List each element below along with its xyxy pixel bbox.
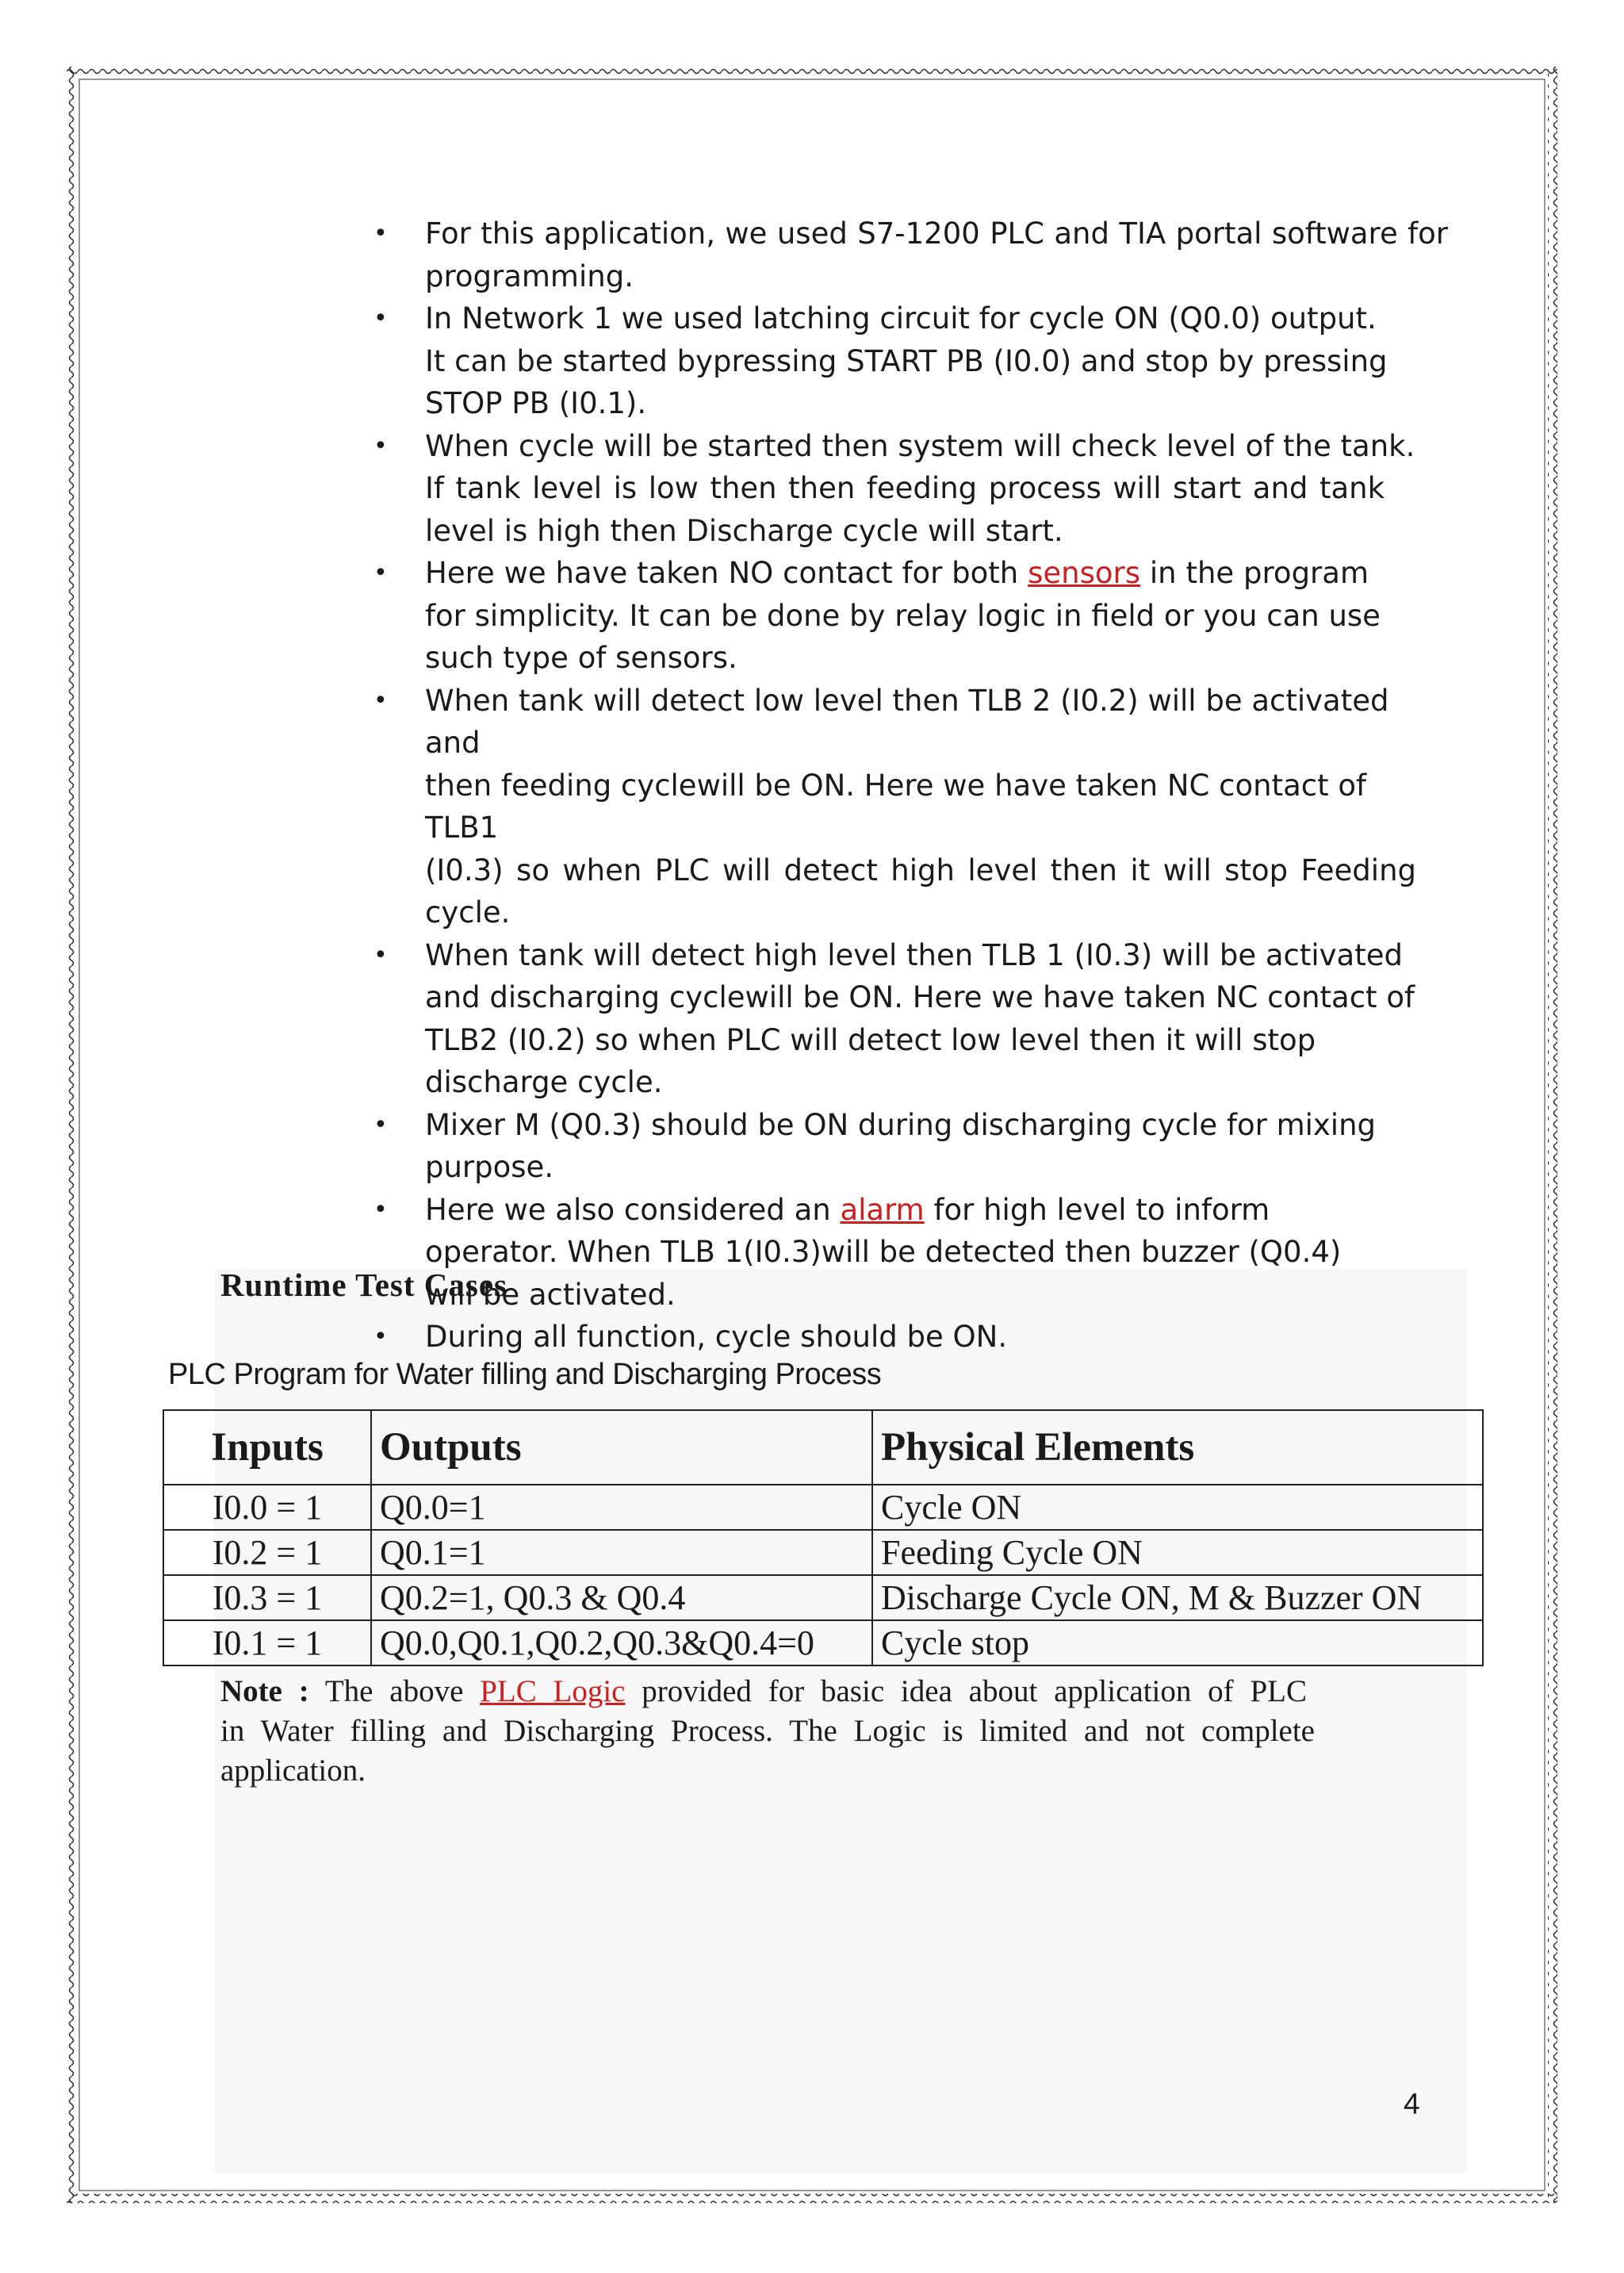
bullet-item-2: • In Network 1 we used latching circuit for cycle ON (Q0.0) output. It can be started bypressing START PB (I0.0) and stop by pressing STOP PB (I0.1). [425, 297, 1448, 425]
cell-output: Q0.0=1 [371, 1485, 872, 1530]
header-outputs: Outputs [371, 1410, 872, 1485]
test-cases-table [163, 1409, 1484, 1666]
cell-physical-element: Feeding Cycle ON [872, 1530, 1483, 1575]
cell-output: Q0.1=1 [371, 1530, 872, 1575]
cell-input: I0.2 = 1 [163, 1530, 371, 1575]
cell-physical-element: Cycle stop [872, 1620, 1483, 1665]
table-row [163, 1575, 1483, 1620]
header-inputs: Inputs [163, 1410, 371, 1485]
cell-output: Q0.0,Q0.1,Q0.2,Q0.3&Q0.4=0 [371, 1620, 872, 1665]
note-paragraph: Note : The above PLC Logic provided for basic idea about application of PLC in Water filling and Discharging Process. The Logic is limited and not complete application. [220, 1674, 1315, 1788]
bullet-item-6: • When tank will detect high level then TLB 1 (I0.3) will be activated and discharging cyclewill be ON. Here we have taken NC contact of TLB2 (I0.2) so when PLC will detect low level then it will stop discharge cycle. [425, 934, 1448, 1104]
table-row [163, 1485, 1483, 1530]
bullet-item-4: • Here we have taken NO contact for both sensors in the program for simplicity. It can be done by relay logic in field or you can use such type of sensors. [425, 552, 1448, 680]
bullet-item-9: • During all function, cycle should be ON. [425, 1316, 1448, 1359]
bullet-item-1: • For this application, we used S7-1200 PLC and TIA portal software for programming. [425, 213, 1448, 297]
bullet-item-7: • Mixer M (Q0.3) should be ON during discharging cycle for mixing purpose. [425, 1104, 1448, 1189]
cell-physical-element: Cycle ON [872, 1485, 1483, 1530]
sensors-link[interactable]: sensors [1028, 556, 1141, 590]
cell-output: Q0.2=1, Q0.3 & Q0.4 [371, 1575, 872, 1620]
bullet-item-5: • When tank will detect low level then TLB 2 (I0.2) will be activated and then feeding cyclewill be ON. Here we have taken NC contact of TLB1 (I0.3) so when PLC will detect high level then it will stop Feeding cycle. [425, 680, 1448, 934]
bullet-item-8: • Here we also considered an alarm for high level to inform operator. When TLB 1(I0.3)will be detected then buzzer (Q0.4) will be activated. [425, 1189, 1448, 1317]
table-row [163, 1620, 1483, 1665]
cell-input: I0.1 = 1 [163, 1620, 371, 1665]
cell-input: I0.0 = 1 [163, 1485, 371, 1530]
table-caption: PLC Program for Water filling and Discharging Process [168, 1358, 882, 1391]
bullet-item-3: • When cycle will be started then system will check level of the tank. If tank level is low then then feeding process will start and tank level is high then Discharge cycle will start. [425, 425, 1448, 553]
bullet-list [425, 213, 1448, 1359]
table-row [163, 1530, 1483, 1575]
cell-physical-element: Discharge Cycle ON, M & Buzzer ON [872, 1575, 1483, 1620]
plc-logic-link[interactable]: PLC Logic [480, 1674, 626, 1708]
runtime-test-cases-heading: Runtime Test Cases [220, 1267, 508, 1303]
table-header-row [163, 1410, 1483, 1485]
cell-input: I0.3 = 1 [163, 1575, 371, 1620]
page-number: 4 [1404, 2087, 1420, 2120]
alarm-link[interactable]: alarm [840, 1192, 925, 1227]
note-label: Note : [220, 1674, 309, 1708]
header-physical-elements: Physical Elements [872, 1410, 1483, 1485]
